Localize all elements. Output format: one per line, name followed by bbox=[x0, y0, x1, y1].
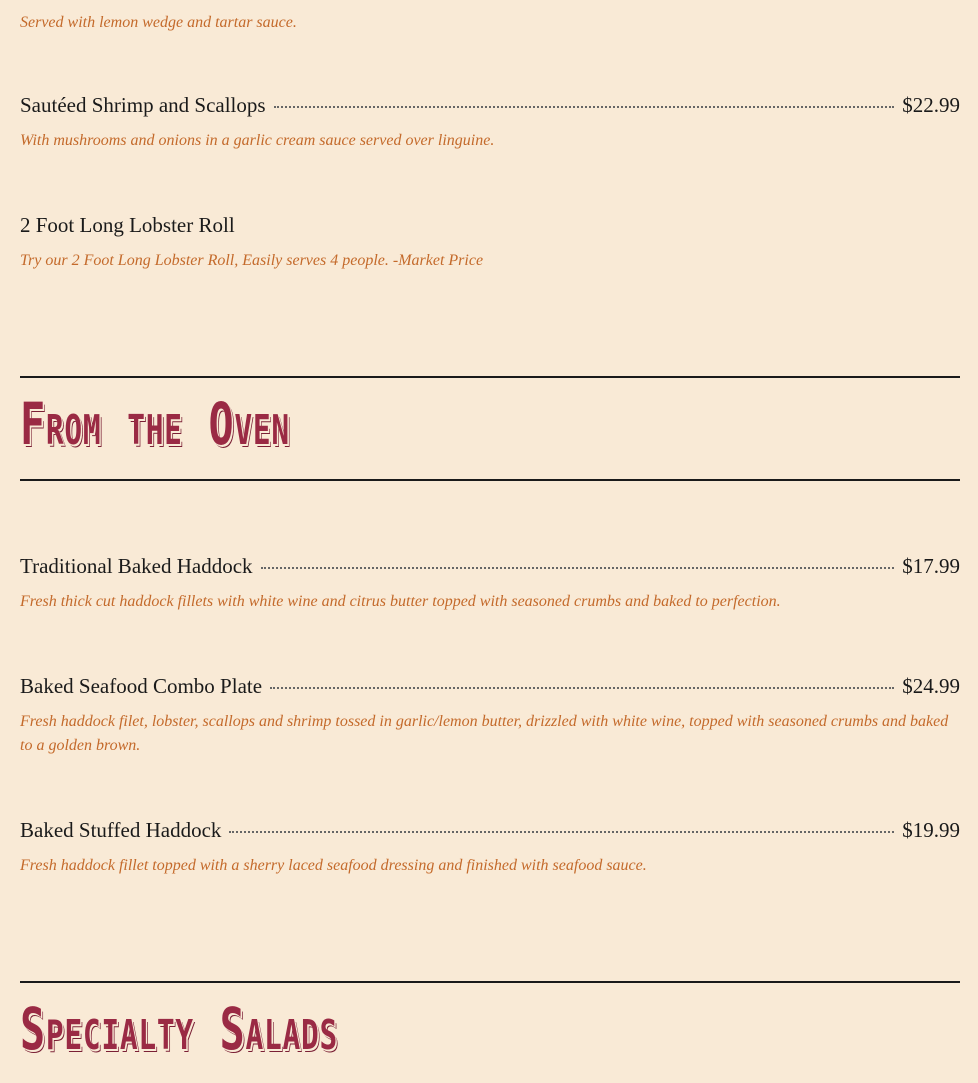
menu-item-shrimp-scallops bbox=[20, 91, 960, 153]
menu-item-baked-stuffed-haddock bbox=[20, 816, 960, 878]
menu-item-partial bbox=[20, 11, 960, 35]
section-title-specialty-salads: Specialty Salads bbox=[20, 995, 338, 1063]
menu-item-baked-seafood-combo bbox=[20, 672, 960, 758]
item-name: Sautéed Shrimp and Scallops bbox=[20, 93, 266, 117]
item-price: $24.99 bbox=[902, 674, 960, 698]
menu-item-traditional-baked-haddock bbox=[20, 552, 960, 614]
item-description: Served with lemon wedge and tartar sauce. bbox=[20, 14, 297, 31]
dot-leader bbox=[274, 105, 895, 108]
item-price: $19.99 bbox=[902, 818, 960, 842]
section-rule-bottom bbox=[20, 479, 960, 481]
item-price: $17.99 bbox=[902, 554, 960, 578]
item-description: Try our 2 Foot Long Lobster Roll, Easily serves 4 people. -Market Price bbox=[20, 252, 484, 269]
dot-leader bbox=[229, 830, 894, 833]
section-rule-top bbox=[20, 981, 960, 983]
item-description: Fresh thick cut haddock fillets with white wine and citrus butter topped with seasoned crumbs and baked to perfection. bbox=[20, 593, 781, 610]
item-name: Baked Stuffed Haddock bbox=[20, 818, 222, 842]
dot-leader bbox=[261, 566, 895, 569]
item-description: Fresh haddock filet, lobster, scallops and shrimp tossed in garlic/lemon butter, drizzled with white wine, topped with seasoned crumbs and baked to a golden brown. bbox=[20, 713, 949, 754]
item-name: Traditional Baked Haddock bbox=[20, 554, 253, 578]
item-description: Fresh haddock fillet topped with a sherry laced seafood dressing and finished with seafood sauce. bbox=[20, 857, 647, 874]
section-rule-top bbox=[20, 376, 960, 378]
item-name: 2 Foot Long Lobster Roll bbox=[20, 213, 235, 237]
item-name: Baked Seafood Combo Plate bbox=[20, 674, 263, 698]
item-price: $22.99 bbox=[902, 93, 960, 117]
menu-item-lobster-roll bbox=[20, 211, 960, 273]
section-title-from-the-oven: From the Oven bbox=[20, 390, 290, 458]
item-description: With mushrooms and onions in a garlic cream sauce served over linguine. bbox=[20, 132, 495, 149]
dot-leader bbox=[270, 686, 894, 689]
